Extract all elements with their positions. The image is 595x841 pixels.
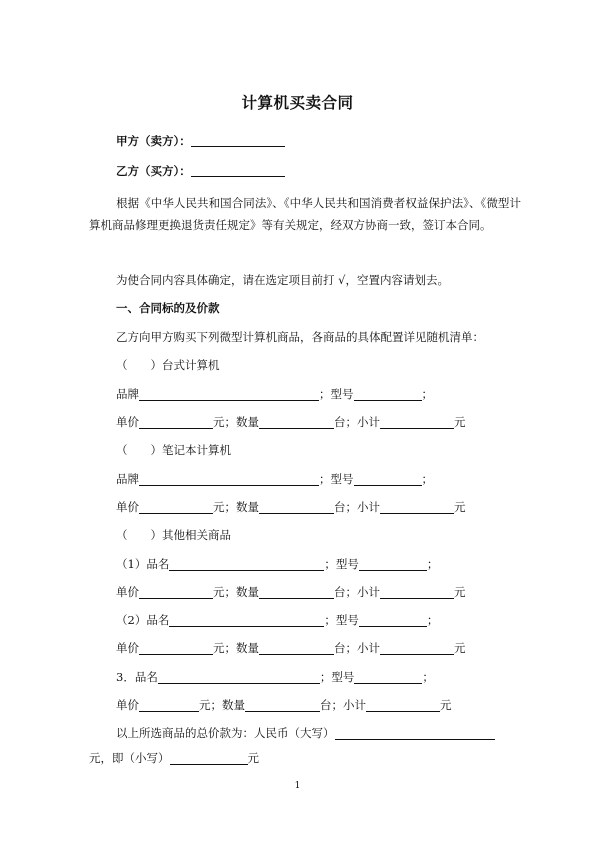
- semicolon: ；: [426, 557, 439, 571]
- total-lowercase-blank[interactable]: [170, 751, 248, 765]
- total-label: 以上所选商品的总价款为：人民币（大写）: [116, 726, 335, 740]
- unit-price-label: 单价: [116, 500, 139, 514]
- brand-label: 品牌: [116, 387, 139, 401]
- quantity-blank[interactable]: [259, 500, 334, 514]
- semicolon: ；: [422, 670, 434, 684]
- item-2-label: （2）品名: [116, 613, 170, 627]
- subtotal-blank[interactable]: [380, 500, 454, 514]
- model-label: ；型号: [319, 472, 354, 486]
- yuan-label: 元: [454, 585, 466, 599]
- item-3-name-row: [116, 669, 434, 685]
- quantity-label: 元；数量: [213, 585, 259, 599]
- party-a-blank[interactable]: [191, 134, 285, 147]
- quantity-blank[interactable]: [245, 698, 320, 712]
- item-name-blank[interactable]: [169, 557, 324, 571]
- model-blank[interactable]: [354, 387, 422, 401]
- yuan-label: 元: [454, 500, 466, 514]
- party-b-label: 乙方（买方）：: [116, 164, 191, 178]
- model-blank[interactable]: [354, 670, 422, 684]
- intro-text: 根据《中华人民共和国合同法》、《中华人民共和国消费者权益保护法》、《微型计算机商品修理更换退货责任规定》等有关规定，经双方协商一致，签订本合同。: [89, 196, 521, 232]
- subtotal-label: 台；小计: [334, 500, 380, 514]
- total-line-2: [89, 750, 259, 766]
- quantity-blank[interactable]: [259, 585, 334, 599]
- total-line-1: [116, 725, 495, 741]
- quantity-label: 元；数量: [213, 641, 259, 655]
- party-b-line: [116, 163, 285, 179]
- instruction-text: 为使合同内容具体确定，请在选定项目前打 √，空置内容请划去。: [116, 273, 449, 287]
- total-uppercase-blank[interactable]: [335, 726, 495, 740]
- section-1-text: 乙方向甲方购买下列微型计算机商品，各商品的具体配置详见随机清单：: [116, 330, 484, 344]
- subtotal-label: 台；小计: [320, 698, 366, 712]
- item-name-blank[interactable]: [169, 613, 324, 627]
- unit-price-label: 单价: [116, 641, 139, 655]
- desktop-price-row: [116, 414, 466, 430]
- model-label: ；型号: [319, 670, 355, 684]
- party-b-blank[interactable]: [191, 164, 285, 177]
- desktop-brand-row: [116, 386, 433, 402]
- page-number: 1: [294, 781, 301, 791]
- unit-price-blank[interactable]: [139, 698, 199, 712]
- semicolon: ；: [421, 387, 433, 401]
- yuan-label: 元: [454, 415, 466, 429]
- unit-price-label: 单价: [116, 585, 139, 599]
- subtotal-blank[interactable]: [366, 698, 440, 712]
- subtotal-blank[interactable]: [380, 415, 454, 429]
- unit-price-label: 单价: [116, 698, 139, 712]
- yuan-label: 元: [247, 751, 259, 765]
- unit-price-blank[interactable]: [139, 500, 213, 514]
- item-3-label: 3．品名: [116, 670, 158, 684]
- quantity-label: 元；数量: [213, 500, 259, 514]
- item-name-blank[interactable]: [158, 670, 320, 684]
- subtotal-blank[interactable]: [380, 641, 454, 655]
- brand-label: 品牌: [116, 472, 139, 486]
- quantity-label: 元；数量: [213, 415, 259, 429]
- item-2-name-row: [116, 612, 438, 628]
- brand-blank[interactable]: [139, 472, 319, 486]
- semicolon: ；: [421, 472, 433, 486]
- option-laptop[interactable]: （ ）笔记本计算机: [116, 443, 231, 457]
- subtotal-label: 台；小计: [334, 415, 380, 429]
- semicolon: ；: [426, 613, 439, 627]
- item-1-label: （1）品名: [116, 557, 170, 571]
- document-title: 计算机买卖合同: [241, 94, 354, 112]
- yuan-label: 元: [454, 641, 466, 655]
- laptop-price-row: [116, 499, 466, 515]
- laptop-brand-row: [116, 471, 433, 487]
- subtotal-blank[interactable]: [380, 585, 454, 599]
- party-a-label: 甲方（卖方）：: [116, 134, 191, 148]
- model-label: ；型号: [324, 613, 359, 627]
- item-1-price-row: [116, 584, 466, 600]
- total-lowercase-label: 元，即（小写）: [89, 751, 170, 765]
- subtotal-label: 台；小计: [334, 585, 380, 599]
- quantity-blank[interactable]: [259, 415, 334, 429]
- unit-price-blank[interactable]: [139, 415, 213, 429]
- quantity-label: 元；数量: [199, 698, 245, 712]
- item-2-price-row: [116, 640, 466, 656]
- item-1-name-row: [116, 556, 438, 572]
- unit-price-blank[interactable]: [139, 641, 213, 655]
- model-blank[interactable]: [354, 472, 422, 486]
- party-a-line: [116, 133, 285, 149]
- model-label: ；型号: [319, 387, 354, 401]
- model-label: ；型号: [324, 557, 359, 571]
- yuan-label: 元: [440, 698, 452, 712]
- unit-price-blank[interactable]: [139, 585, 213, 599]
- item-3-price-row: [116, 697, 452, 713]
- option-desktop[interactable]: （ ）台式计算机: [116, 358, 220, 372]
- brand-blank[interactable]: [139, 387, 319, 401]
- subtotal-label: 台；小计: [334, 641, 380, 655]
- quantity-blank[interactable]: [259, 641, 334, 655]
- model-blank[interactable]: [359, 557, 427, 571]
- model-blank[interactable]: [359, 613, 427, 627]
- option-other[interactable]: （ ）其他相关商品: [116, 528, 231, 542]
- unit-price-label: 单价: [116, 415, 139, 429]
- intro-paragraph: [89, 192, 521, 236]
- instruction-paragraph: [89, 269, 521, 291]
- section-1-heading: 一、合同标的及价款: [116, 301, 220, 315]
